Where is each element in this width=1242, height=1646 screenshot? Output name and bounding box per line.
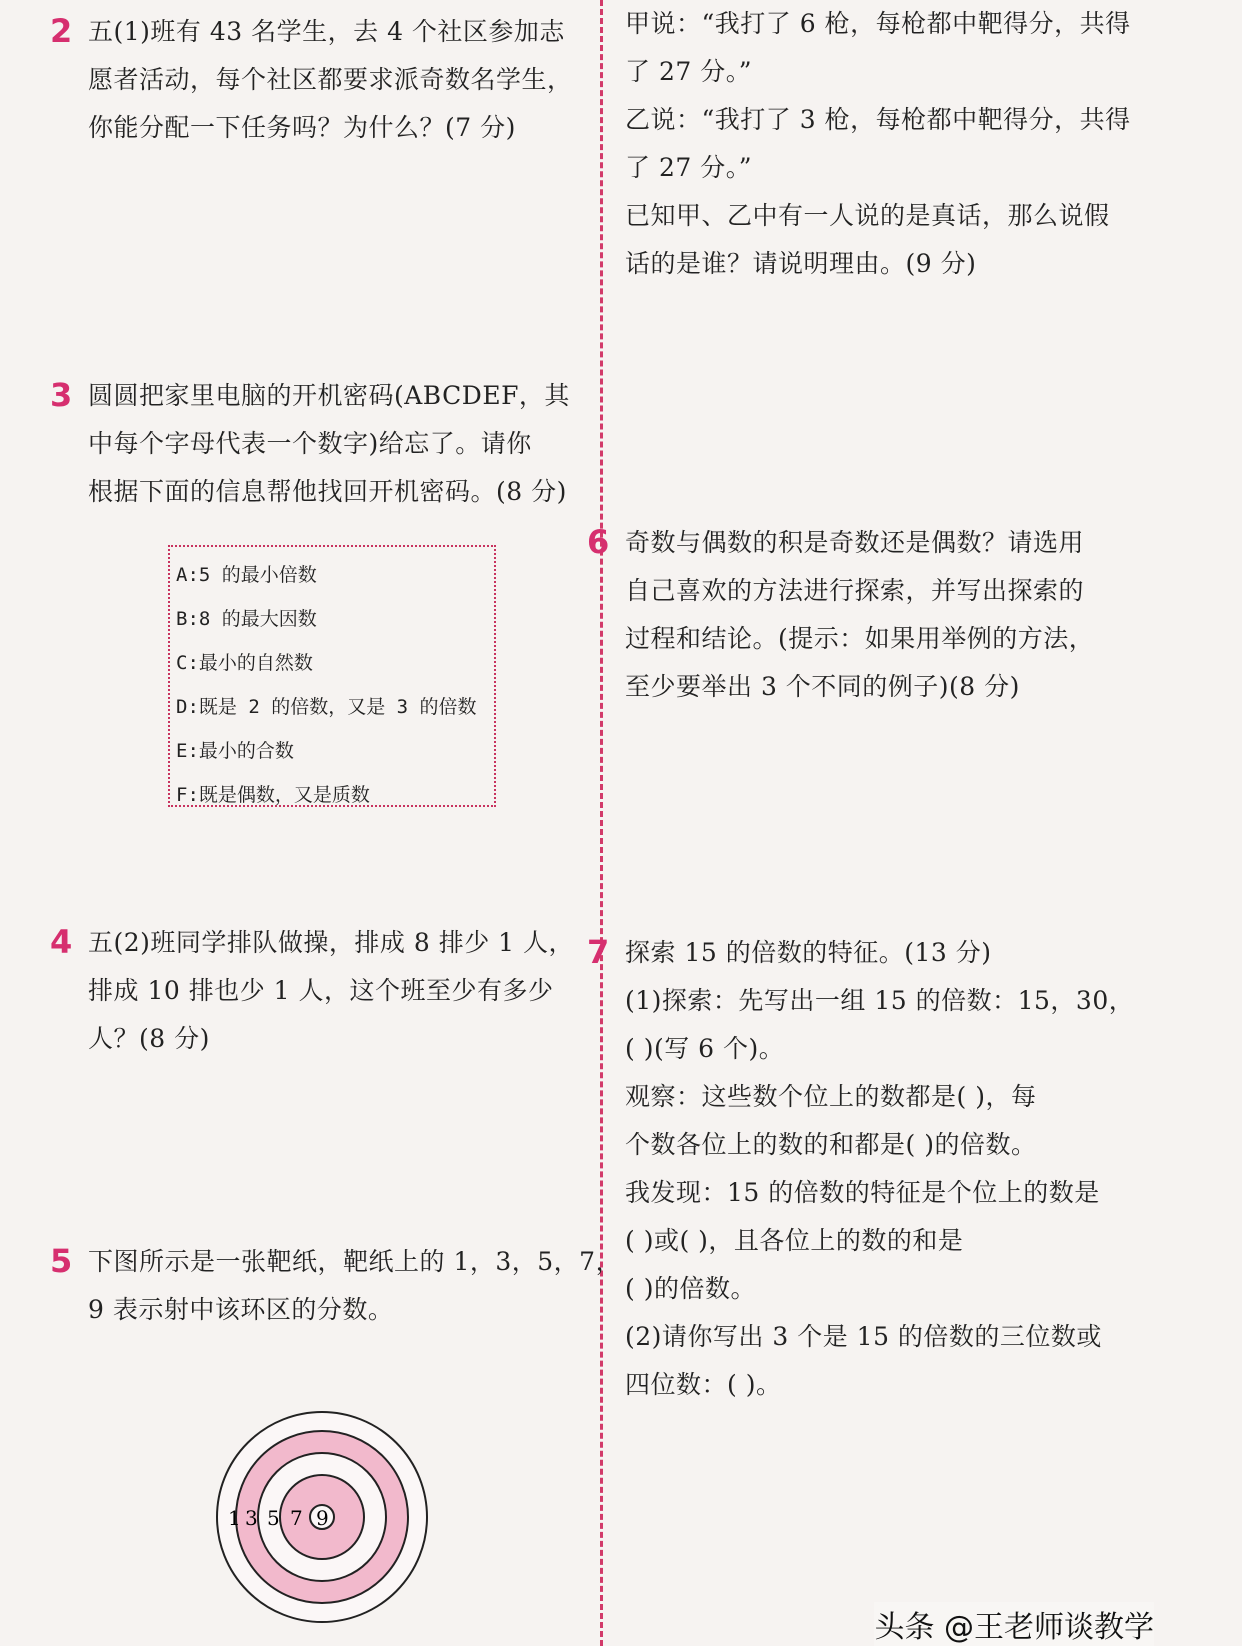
- text-line: 你能分配一下任务吗？为什么？(7 分): [88, 113, 516, 142]
- text-line: 话的是谁？请说明理由。(9 分): [625, 249, 977, 278]
- text-line: 了 27 分。”: [625, 57, 752, 86]
- clue-f: F:既是偶数，又是质数: [176, 784, 370, 806]
- question-number: 2: [50, 12, 73, 50]
- score-3: 3: [245, 1506, 258, 1530]
- question-number: 4: [50, 923, 73, 961]
- question-text: [625, 519, 1094, 711]
- score-1: 1: [228, 1506, 241, 1530]
- question-text: [88, 8, 573, 152]
- text-line: 甲说：“我打了 6 枪，每枪都中靶得分，共得: [625, 9, 1131, 38]
- text-line: 个数各位上的数的和都是( )的倍数。: [625, 1130, 1037, 1159]
- column-divider: [600, 0, 603, 1646]
- clue-a: A:5 的最小倍数: [176, 564, 317, 586]
- text-line: 圆圆把家里电脑的开机密码(ABCDEF，其: [88, 381, 570, 410]
- question-text: [88, 919, 574, 1063]
- question-number: 5: [50, 1242, 73, 1280]
- score-7: 7: [290, 1506, 303, 1530]
- question-text: [88, 1238, 621, 1334]
- watermark: 头条 @王老师谈教学: [874, 1602, 1154, 1646]
- text-line: ( )(写 6 个)。: [625, 1034, 785, 1063]
- text-line: 我发现：15 的倍数的特征是个位上的数是: [625, 1178, 1100, 1207]
- text-line: 中每个字母代表一个数字)给忘了。请你: [88, 429, 532, 458]
- text-line: ( )或( )，且各位上的数的和是: [625, 1226, 964, 1255]
- text-line: 探索 15 的倍数的特征。(13 分): [625, 938, 992, 967]
- text-line: 过程和结论。(提示：如果用举例的方法，: [625, 624, 1095, 653]
- text-line: 已知甲、乙中有一人说的是真话，那么说假: [625, 201, 1110, 230]
- score-5: 5: [267, 1506, 280, 1530]
- question-number: 7: [587, 933, 610, 971]
- text-line: 9 表示射中该环区的分数。: [88, 1295, 394, 1324]
- question-number: 3: [50, 376, 73, 414]
- text-line: 奇数与偶数的积是奇数还是偶数？请选用: [625, 528, 1085, 557]
- question-text: [625, 0, 1131, 288]
- bleed-through-texture: [40, 250, 560, 370]
- clue-b: B:8 的最大因数: [176, 608, 317, 630]
- clue-c: C:最小的自然数: [176, 652, 313, 674]
- target-diagram: [215, 1405, 505, 1625]
- text-line: 至少要举出 3 个不同的例子)(8 分): [625, 672, 1020, 701]
- text-line: 乙说：“我打了 3 枪，每枪都中靶得分，共得: [625, 105, 1131, 134]
- text-line: ( )的倍数。: [625, 1274, 756, 1303]
- question-text: [625, 929, 1134, 1409]
- text-line: 根据下面的信息帮他找回开机密码。(8 分): [88, 477, 567, 506]
- text-line: 下图所示是一张靶纸，靶纸上的 1，3，5，7，: [88, 1247, 622, 1276]
- password-clue-box: [168, 545, 496, 807]
- text-line: (2)请你写出 3 个是 15 的倍数的三位数或: [625, 1322, 1102, 1351]
- text-line: 自己喜欢的方法进行探索，并写出探索的: [625, 576, 1085, 605]
- clue-e: E:最小的合数: [176, 740, 294, 762]
- question-number: 6: [587, 523, 610, 561]
- clue-d: D:既是 2 的倍数，又是 3 的倍数: [176, 696, 477, 718]
- text-line: 观察：这些数个位上的数都是( )，每: [625, 1082, 1037, 1111]
- text-line: (1)探索：先写出一组 15 的倍数：15，30，: [625, 986, 1135, 1015]
- question-text: [88, 372, 570, 516]
- text-line: 人？(8 分): [88, 1024, 210, 1053]
- score-9: 9: [316, 1506, 329, 1530]
- text-line: 排成 10 排也少 1 人，这个班至少有多少: [88, 976, 554, 1005]
- text-line: 五(1)班有 43 名学生，去 4 个社区参加志: [88, 17, 565, 46]
- text-line: 五(2)班同学排队做操，排成 8 排少 1 人，: [88, 928, 575, 957]
- text-line: 愿者活动，每个社区都要求派奇数名学生，: [88, 65, 573, 94]
- text-line: 了 27 分。”: [625, 153, 752, 182]
- text-line: 四位数：( )。: [625, 1370, 782, 1399]
